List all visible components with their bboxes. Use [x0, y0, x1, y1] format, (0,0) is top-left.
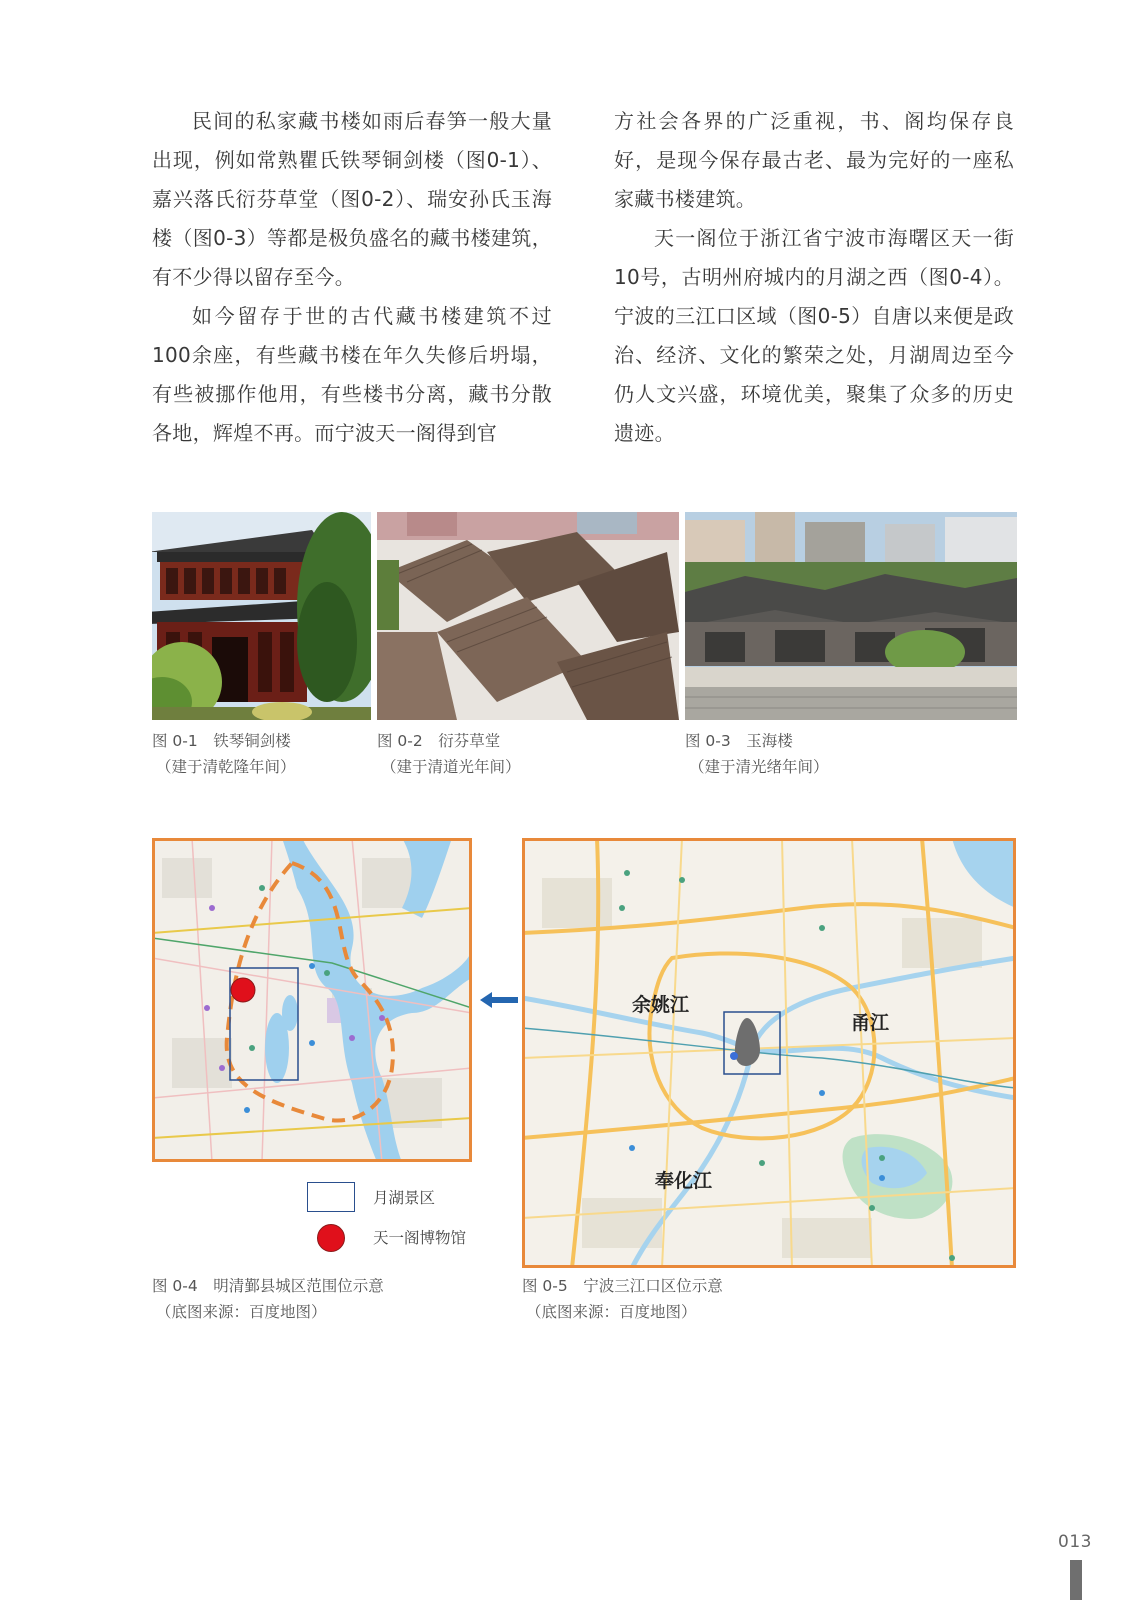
caption-subtitle: （建于清乾隆年间）	[156, 758, 296, 776]
caption-title: 图 0-4 明清鄞县城区范围位示意	[152, 1277, 384, 1295]
caption-subtitle: （建于清光绪年间）	[689, 758, 829, 776]
legend-label: 月湖景区	[373, 1189, 436, 1207]
figure-caption	[152, 728, 296, 780]
legend-item-museum	[307, 1220, 487, 1254]
red-dot-icon	[317, 1224, 345, 1252]
caption-title: 图 0-2 衍芬草堂	[377, 732, 501, 750]
caption-subtitle: （底图来源：百度地图）	[156, 1303, 327, 1321]
caption-title: 图 0-3 玉海楼	[685, 732, 793, 750]
page-edge-bar	[1070, 1560, 1082, 1600]
map-city-range	[152, 838, 472, 1162]
caption-title: 图 0-5 宁波三江口区位示意	[522, 1277, 723, 1295]
photo-tieqin-tongjian-lou	[152, 512, 371, 720]
map-sanjiangkou	[522, 838, 1016, 1268]
map-label-fenghua-river: 奉化江	[655, 1170, 713, 1192]
figure-caption	[152, 1273, 384, 1325]
paragraph: 天一阁位于浙江省宁波市海曙区天一街10号，古明州府城内的月湖之西（图0-4）。宁波的三江口区域（图0-5）自唐以来便是政治、经济、文化的繁荣之处，月湖周边至今仍人文兴盛，环境优美，聚集了众多的历史遗迹。	[614, 226, 1014, 445]
caption-subtitle: （底图来源：百度地图）	[526, 1303, 697, 1321]
figure-caption	[685, 728, 829, 780]
right-column	[614, 102, 1014, 453]
paragraph: 民间的私家藏书楼如雨后春笋一般大量出现，例如常熟瞿氏铁琴铜剑楼（图0-1）、嘉兴落氏衍芬草堂（图0-2）、瑞安孙氏玉海楼（图0-3）等都是极负盛名的藏书楼建筑，有不少得以留存至今。	[152, 109, 552, 289]
paragraph: 方社会各界的广泛重视，书、阁均保存良好，是现今保存最古老、最为完好的一座私家藏书楼建筑。	[614, 109, 1014, 211]
photo-yanfen-caotang	[377, 512, 679, 720]
caption-subtitle: （建于清道光年间）	[381, 758, 521, 776]
figure-caption	[522, 1273, 723, 1325]
map-label-yuyao-river: 余姚江	[632, 994, 690, 1016]
caption-title: 图 0-1 铁琴铜剑楼	[152, 732, 291, 750]
legend-item-lake-area	[307, 1180, 487, 1214]
paragraph: 如今留存于世的古代藏书楼建筑不过100余座，有些藏书楼在年久失修后坍塌，有些被挪作他用，有些楼书分离，藏书分散各地，辉煌不再。而宁波天一阁得到官	[152, 304, 552, 445]
outline-box-icon	[307, 1182, 355, 1212]
figure-caption	[377, 728, 521, 780]
arrow-left-icon	[480, 992, 518, 1008]
photo-yuhai-lou	[685, 512, 1017, 720]
left-column	[152, 102, 552, 453]
legend-label: 天一阁博物馆	[373, 1229, 467, 1247]
page-number: 013	[1058, 1532, 1092, 1552]
map-label-yong-river: 甬江	[851, 1012, 890, 1034]
